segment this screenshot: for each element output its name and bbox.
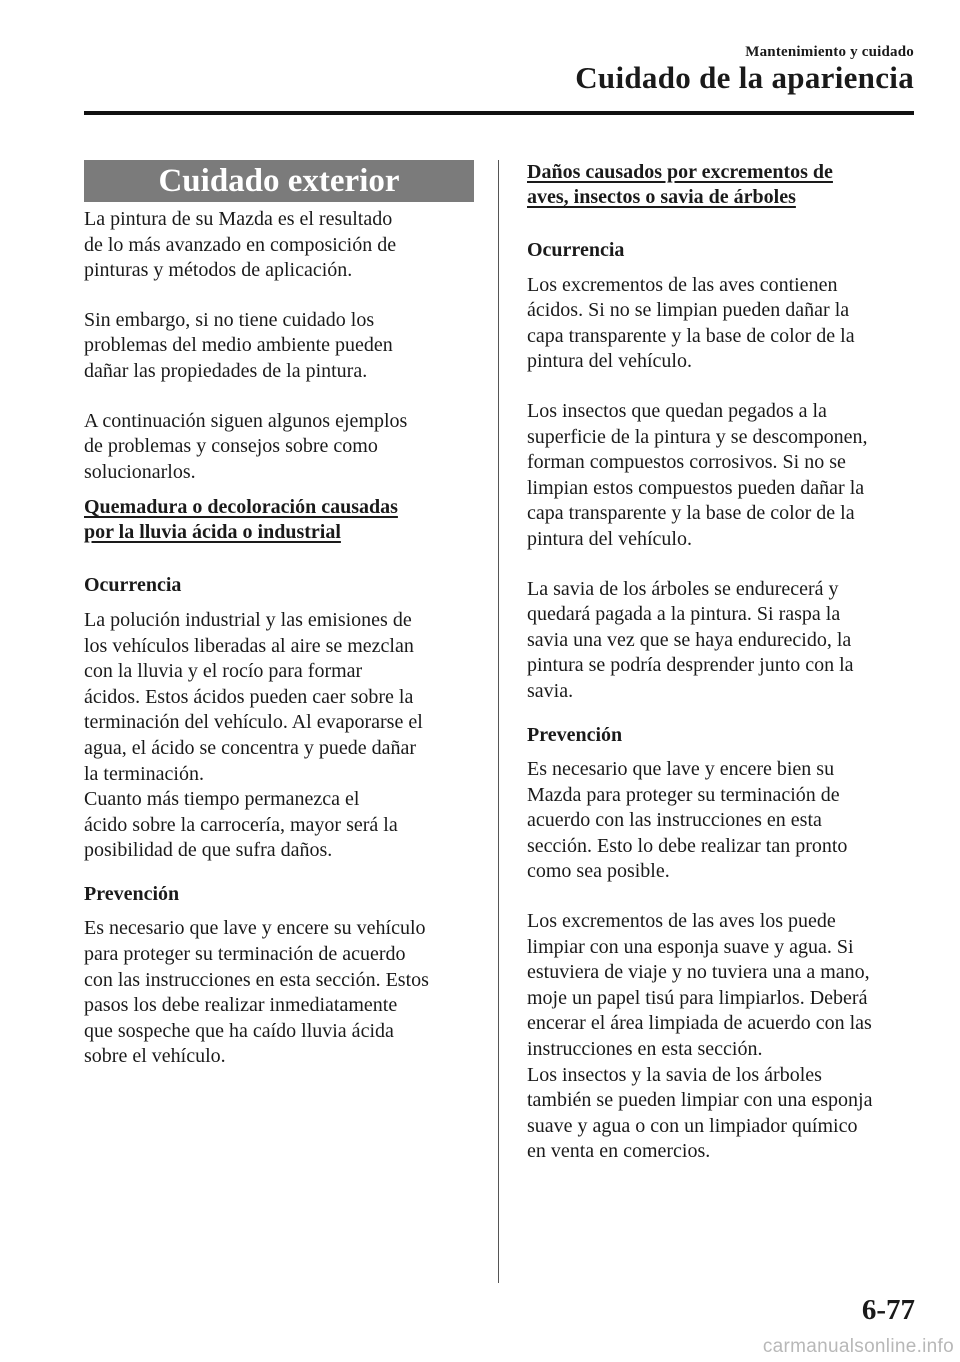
section-banner: Cuidado exterior — [84, 160, 474, 202]
topic-heading: Daños causados por excrementos de aves, insectos o savia de árboles — [527, 161, 833, 208]
topic-heading: Quemadura o decoloración causadas por la lluvia ácida o industrial — [84, 496, 398, 544]
subheading: Prevención — [527, 723, 623, 746]
subheading: Prevención — [84, 882, 180, 905]
page-number: 6-77 — [861, 1294, 915, 1326]
right-column — [527, 160, 919, 1165]
header-rule — [84, 111, 914, 115]
watermark: carmanualsonline.info — [762, 1336, 954, 1357]
left-column — [84, 160, 474, 1070]
paragraph: Los excrementos de las aves contienen ácidos. Si no se limpian pueden dañar la capa transparente y la base de color de la pintura del vehículo. — [527, 273, 855, 373]
paragraph: Es necesario que lave y encere su vehículo para proteger su terminación de acuerdo con las instrucciones en esta sección. Estos pasos los debe realizar inmediatamente que sospeche que ha caído lluvia ácida sobre el vehículo. — [84, 917, 429, 1068]
paragraph: La pintura de su Mazda es el resultado de lo más avanzado en composición de pinturas y métodos de aplicación. — [84, 208, 397, 282]
paragraph: Sin embargo, si no tiene cuidado los problemas del medio ambiente pueden dañar las propiedades de la pintura. — [84, 308, 393, 382]
page-title: Cuidado de la apariencia — [575, 60, 914, 95]
subheading: Ocurrencia — [527, 239, 625, 261]
column-divider — [498, 160, 499, 1283]
paragraph: Los excrementos de las aves los puede limpiar con una esponja suave y agua. Si estuviera de viaje y no tuviera una a mano, moje un papel tisú para limpiarlos. Deberá encerar el área limpiada de acuerdo con las instrucciones en esta sección. Los insectos y la savia de los árboles también se pueden limpiar con una esponja suave y agua o con un limpiador químico en venta en comercios. — [527, 910, 873, 1163]
paragraph: Es necesario que lave y encere bien su Mazda para proteger su terminación de acuerdo con las instrucciones en esta sección. Esto lo debe realizar tan pronto como sea posible. — [527, 758, 848, 883]
paragraph: A continuación siguen algunos ejemplos de problemas y consejos sobre como solucionarlos. — [84, 409, 408, 483]
paragraph: La savia de los árboles se endurecerá y quedará pagada a la pintura. Si raspa la savia una vez que se haya endurecido, la pintura se podría desprender junto con la savia. — [527, 577, 854, 702]
chapter-label: Mantenimiento y cuidado — [745, 44, 914, 60]
subheading: Ocurrencia — [84, 574, 182, 597]
paragraph: Los insectos que quedan pegados a la superficie de la pintura y se descomponen, forman compuestos corrosivos. Si no se limpian estos compuestos pueden dañar la capa transparente y la base de color de la pintura del vehículo. — [527, 399, 868, 550]
paragraph: La polución industrial y las emisiones de los vehículos liberadas al aire se mezclan con la lluvia y el rocío para formar ácidos. Estos ácidos pueden caer sobre la terminación del vehículo. Al evaporarse el agua, el ácido se concentra y puede dañar la terminación. Cuanto más tiempo permanezca el ácido sobre la carrocería, mayor será la posibilidad de que sufra daños. — [84, 608, 423, 862]
